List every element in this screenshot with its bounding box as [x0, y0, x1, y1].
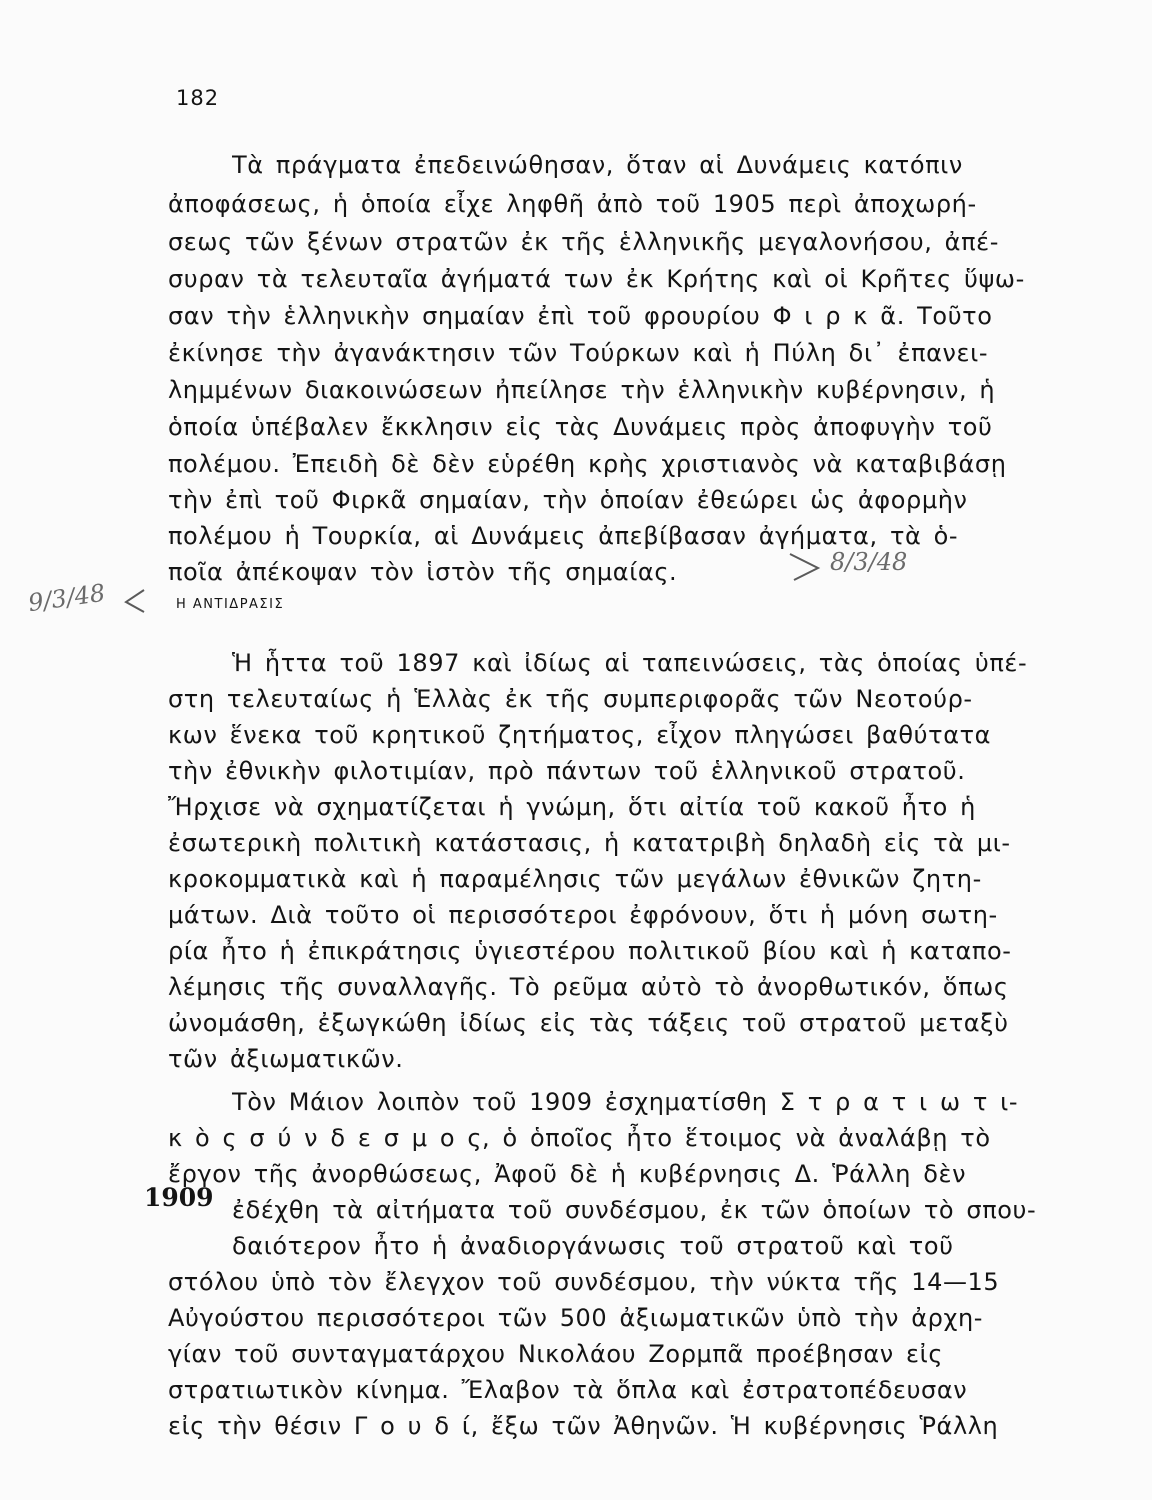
handwritten-bracket-mark	[788, 548, 832, 582]
text-line: λέμησις τῆς συναλλαγῆς. Τὸ ρεῦμα αὐτὸ τὸ ἀνορθωτικόν, ὅπως	[168, 973, 1009, 1001]
text-line: εἰς τὴν θέσιν Γ ο υ δ ί, ἔξω τῶν Ἀθηνῶν. Ἡ κυβέρνησις Ῥάλλη	[168, 1412, 999, 1440]
text-line: γίαν τοῦ συνταγματάρχου Νικολάου Ζορμπᾶ προέβησαν εἰς	[168, 1340, 944, 1368]
text-line: τῶν ἀξιωματικῶν.	[168, 1045, 404, 1073]
text-line: κ ὸ ς σ ύ ν δ ε σ μ ο ς, ὁ ὁποῖος ἦτο ἕτοιμος νὰ ἀναλάβῃ τὸ	[168, 1124, 991, 1152]
handwritten-bracket-mark	[120, 588, 148, 614]
margin-year-note: 1909	[144, 1183, 214, 1212]
text-line: κων ἕνεκα τοῦ κρητικοῦ ζητήματος, εἶχον πληγώσει βαθύτατα	[168, 721, 992, 749]
text-line: στόλου ὑπὸ τὸν ἔλεγχον τοῦ συνδέσμου, τὴν νύκτα τῆς 14—15	[168, 1268, 1000, 1296]
text-line: ποῖα ἀπέκοψαν τὸν ἱστὸν τῆς σημαίας.	[168, 558, 678, 586]
text-line: Τὸν Μάιον λοιπὸν τοῦ 1909 ἐσχηματίσθη Σ τ ρ α τ ι ω τ ι-	[232, 1088, 1019, 1116]
text-line: Αὐγούστου περισσότεροι τῶν 500 ἀξιωματικῶν ὑπὸ τὴν ἀρχη-	[168, 1304, 984, 1332]
text-line: λημμένων διακοινώσεων ἠπείλησε τὴν ἑλληνικὴν κυβέρνησιν, ἡ	[168, 376, 996, 404]
text-line: ἐκίνησε τὴν ἀγανάκτησιν τῶν Τούρκων καὶ ἡ Πύλη δι᾽ ἐπανει-	[168, 339, 989, 367]
handwritten-date-note: 9/3/48	[26, 578, 107, 618]
text-line: δαιότερον ἦτο ἡ ἀναδιοργάνωσις τοῦ στρατοῦ καὶ τοῦ	[232, 1232, 954, 1260]
text-line: στρατιωτικὸν κίνημα. Ἔλαβον τὰ ὅπλα καὶ ἐστρατοπέδευσαν	[168, 1376, 968, 1404]
text-line: Ἡ ἧττα τοῦ 1897 καὶ ἰδίως αἱ ταπεινώσεις, τὰς ὁποίας ὑπέ-	[232, 649, 1028, 677]
text-line: συραν τὰ τελευταῖα ἀγήματά των ἐκ Κρήτης καὶ οἱ Κρῆτες ὕψω-	[168, 265, 1025, 293]
text-line: κροκομματικὰ καὶ ἡ παραμέλησις τῶν μεγάλων ἐθνικῶν ζητη-	[168, 865, 982, 893]
text-line: ἐδέχθη τὰ αἰτήματα τοῦ συνδέσμου, ἐκ τῶν ὁποίων τὸ σπου-	[232, 1196, 1037, 1224]
text-line: μάτων. Διὰ τοῦτο οἱ περισσότεροι ἐφρόνουν, ὅτι ἡ μόνη σωτη-	[168, 901, 998, 929]
text-line: ὠνομάσθη, ἐξωγκώθη ἰδίως εἰς τὰς τάξεις τοῦ στρατοῦ μεταξὺ	[168, 1009, 1009, 1037]
text-line: τὴν ἐπὶ τοῦ Φιρκᾶ σημαίαν, τὴν ὁποίαν ἐθεώρει ὡς ἀφορμὴν	[168, 486, 968, 514]
text-line: Τὰ πράγματα ἐπεδεινώθησαν, ὅταν αἱ Δυνάμεις κατόπιν	[232, 151, 963, 179]
text-line: στη τελευταίως ἡ Ἑλλὰς ἐκ τῆς συμπεριφορᾶς τῶν Νεοτούρ-	[168, 685, 973, 713]
text-line: ἐσωτερικὴ πολιτικὴ κατάστασις, ἡ κατατριβὴ δηλαδὴ εἰς τὰ μι-	[168, 829, 1011, 857]
text-line: σαν τὴν ἑλληνικὴν σημαίαν ἐπὶ τοῦ φρουρίου Φ ι ρ κ ᾶ. Τοῦτο	[168, 302, 993, 330]
text-line: πολέμου ἡ Τουρκία, αἱ Δυνάμεις ἀπεβίβασαν ἀγήματα, τὰ ὁ-	[168, 522, 959, 550]
section-heading: Η ΑΝΤΙΔΡΑΣΙΣ	[176, 597, 285, 612]
page-number: 182	[176, 86, 220, 110]
text-line: ὁποία ὑπέβαλεν ἔκκλησιν εἰς τὰς Δυνάμεις πρὸς ἀποφυγὴν τοῦ	[168, 413, 993, 441]
text-line: πολέμου. Ἐπειδὴ δὲ δὲν εὑρέθη κρὴς χριστιανὸς νὰ καταβιβάσῃ	[168, 450, 1007, 478]
text-line: ἀποφάσεως, ἡ ὁποία εἶχε ληφθῆ ἀπὸ τοῦ 1905 περὶ ἀποχωρή-	[168, 190, 977, 218]
text-line: σεως τῶν ξένων στρατῶν ἐκ τῆς ἑλληνικῆς μεγαλονήσου, ἀπέ-	[168, 228, 999, 256]
text-line: τὴν ἐθνικὴν φιλοτιμίαν, πρὸ πάντων τοῦ ἑλληνικοῦ στρατοῦ.	[168, 757, 966, 785]
text-line: Ἤρχισε νὰ σχηματίζεται ἡ γνώμη, ὅτι αἰτία τοῦ κακοῦ ἦτο ἡ	[168, 793, 976, 821]
text-line: ρία ἦτο ἡ ἐπικράτησις ὑγιεστέρου πολιτικοῦ βίου καὶ ἡ καταπο-	[168, 937, 1012, 965]
handwritten-date-note: 8/3/48	[830, 548, 908, 576]
text-line: ἔργον τῆς ἀνορθώσεως, Ἀφοῦ δὲ ἡ κυβέρνησις Δ. Ῥάλλη δὲν	[168, 1160, 967, 1188]
